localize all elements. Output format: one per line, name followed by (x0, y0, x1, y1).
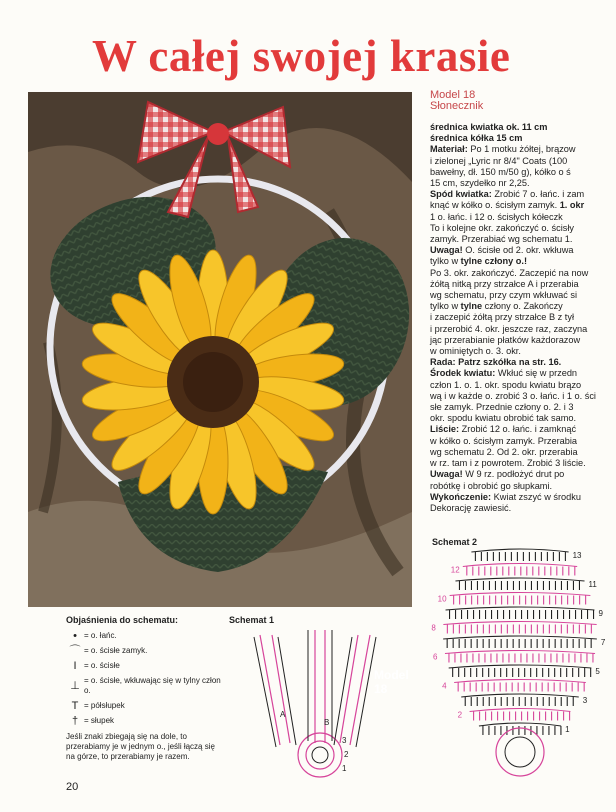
legend-symbol: T (71, 700, 79, 712)
legend-item (66, 676, 226, 696)
instruction-segment: i przerobić 4. okr. jeszcze raz, zaczyna (430, 323, 588, 334)
instruction-line (430, 178, 590, 189)
photo-label: Model 18 (374, 668, 409, 696)
instruction-segment: wg schematu 2. Od 2. okr. przerabia (430, 446, 578, 457)
instruction-segment: Rada: Patrz szkółka na str. 16. (430, 357, 562, 368)
scheme-2-row-line (470, 709, 571, 712)
instruction-segment: O. ścisłe od 2. okr. wkłuwa (465, 245, 574, 256)
instruction-line (430, 133, 590, 144)
legend-item (66, 646, 226, 656)
instruction-line (430, 402, 590, 413)
instruction-line (430, 346, 590, 357)
scheme-2-row-number: 8 (431, 623, 436, 633)
scheme-2-diagram (430, 540, 610, 790)
instruction-segment: słe zamyk. Przednie człony o. 2. i 3 (430, 402, 574, 413)
instruction-segment: jąc przerabianie płatków każdorazow (430, 334, 581, 345)
instruction-segment: robótkę i obrobić go słupkami. (430, 480, 553, 491)
instruction-line (430, 234, 590, 245)
legend-symbol: ⌒ (69, 645, 81, 657)
instruction-segment: Po 3. okr. zakończyć. Zaczepić na now (430, 267, 589, 278)
instruction-line (430, 469, 590, 480)
instruction-segment: Spód kwiatka: (430, 189, 495, 200)
legend-text: = półsłupek (84, 701, 125, 710)
instruction-line (430, 167, 590, 178)
model-number: Model 18 (430, 89, 476, 101)
instruction-line (430, 256, 590, 267)
instruction-segment: Wkłuć się w przedn (497, 368, 578, 379)
instruction-line (430, 324, 590, 335)
instruction-segment: Uwaga! (430, 245, 466, 256)
instruction-segment: człon 1. o. 1. okr. spodu kwiatu brązo (430, 379, 582, 390)
instruction-line (430, 212, 590, 223)
instruction-line (430, 312, 590, 323)
instruction-segment: tylko w (430, 301, 461, 312)
scheme-2-label: Schemat 2 (432, 537, 478, 547)
instruction-segment: średnica kwiatka ok. 11 cm (430, 122, 548, 132)
instruction-segment: w rz. tam i z powrotem. Zrobić 3 liście. (430, 458, 586, 469)
scheme-2-row-line (454, 680, 586, 683)
legend-symbol: † (71, 715, 79, 727)
scheme-2-row-number: 10 (437, 594, 447, 604)
instruction-line (430, 268, 590, 279)
legend-item (66, 701, 226, 711)
legend-heading: Objaśnienia do schematu: (66, 615, 179, 625)
scheme-2-row-number: 13 (572, 551, 582, 560)
legend-text: = o. łańc. (84, 631, 117, 640)
instruction-segment: Dekorację zawiesić. (430, 502, 512, 513)
instruction-segment: zamyk. Przerabiać wg schematu 1. (430, 234, 573, 245)
legend-item (66, 716, 226, 726)
instruction-line (430, 390, 596, 402)
instruction-segment: wą i w każde o. zrobić 3 o. łańc. i 1 o. ści (430, 390, 596, 401)
instruction-segment: tylne człony o.! (460, 256, 528, 267)
scheme-2-row-line (461, 694, 579, 697)
legend-note: Jeśli znaki zbiegają się na dole, to przerabiamy je w jednym o., jeśli łączą się na górze, to przerabiamy je razem. (66, 732, 215, 761)
instruction-segment: Zrobić 12 o. łańc. i zamknąć (461, 424, 577, 435)
legend-item (66, 661, 226, 671)
scheme-2-row-line (443, 622, 596, 625)
legend-symbol: I (73, 660, 77, 672)
instruction-line (430, 424, 590, 435)
instruction-segment: 1 o. łańc. i 12 o. ścisłych kółeczk (430, 211, 563, 222)
scheme-2-row-number: 5 (595, 667, 600, 676)
instruction-segment: człony o. Zakończy (482, 301, 563, 312)
instruction-segment: wg schematu, przy czym wkłuwać si (430, 290, 578, 301)
scheme-1-row-1: 1 (342, 764, 347, 773)
instruction-segment: Zrobić 7 o. łańc. i zam (494, 189, 585, 200)
instruction-line (430, 458, 590, 469)
instruction-segment: To i kolejne okr. zakończyć o. ścisły (430, 222, 574, 233)
instruction-line (430, 223, 590, 234)
scheme-1-label: Schemat 1 (229, 615, 275, 625)
instruction-line (430, 245, 590, 256)
scheme-2-row-number: 4 (442, 681, 447, 691)
instruction-line (430, 279, 590, 290)
instruction-segment: Kwiat zszyć w środku (493, 491, 581, 502)
instruction-line (430, 122, 590, 133)
model-name: Słonecznik (430, 100, 484, 112)
legend (66, 615, 226, 762)
scheme-2-row-line (445, 651, 595, 654)
instruction-line (430, 200, 590, 211)
legend-text: = słupek (84, 716, 115, 725)
scheme-2-row-number: 6 (432, 652, 438, 662)
scheme-2-row-line (479, 723, 561, 726)
instruction-segment: żółtą nitką przy strzałce A i przerabia (430, 278, 579, 289)
instruction-segment: Liście: (430, 424, 462, 435)
legend-symbol: ⊥ (70, 680, 80, 692)
scheme-1-row-3: 3 (342, 736, 347, 745)
scheme-2-row-number: 7 (600, 638, 606, 647)
scheme-1-mark-a: A (280, 710, 286, 719)
instruction-line (430, 436, 590, 447)
instruction-line (430, 380, 590, 391)
legend-text: = o. ścisłe, wkłuwając się w tylny człon o. (84, 676, 221, 695)
instruction-segment: w kółko o. ścisłym zamyk. Przerabia (430, 435, 578, 446)
legend-text: = o. ścisłe (84, 661, 120, 670)
sunflower-illustration (28, 92, 412, 607)
instruction-line (430, 503, 590, 514)
instruction-line (430, 189, 590, 200)
instruction-line (430, 156, 590, 167)
instruction-line (430, 481, 590, 492)
instruction-segment: bawełny, dł. 150 m/50 g), kółko o ś (430, 166, 571, 177)
model-header (430, 90, 483, 112)
instruction-segment: tylko w (430, 256, 461, 267)
scheme-2-row-number: 1 (565, 725, 570, 734)
scheme-2-row-line (471, 549, 568, 552)
instruction-line (430, 301, 590, 312)
instruction-line (430, 335, 590, 346)
instruction-line (430, 357, 590, 368)
scheme-1-row-2: 2 (344, 750, 349, 759)
instructions-text (430, 122, 596, 514)
instruction-segment: Wykończenie: (430, 491, 494, 502)
instruction-segment: knąć w kółko o. ścisłym zamyk. (430, 200, 560, 211)
instruction-segment: i zielonej „Lyric nr 8/4" Coats (100 (430, 155, 568, 166)
scheme-2-row-number: 3 (582, 696, 588, 705)
instruction-segment: okr. spodu kwiatu obrobić tak samo. (430, 413, 577, 424)
scheme-1-diagram (220, 625, 400, 785)
scheme-2-row-number: 12 (450, 565, 460, 575)
legend-item (66, 631, 226, 641)
scheme-2-row-number: 9 (598, 609, 603, 618)
scheme-2-row-line (449, 665, 592, 668)
instruction-segment: i zaczepić żółtą przy strzałce B z tył (430, 312, 574, 323)
scheme-2-row-line (446, 607, 595, 610)
instruction-line (430, 447, 590, 458)
instruction-line (430, 492, 590, 503)
instruction-segment: W 9 rz. podłożyć drut po (465, 469, 565, 480)
instruction-segment: 1. okr (559, 200, 585, 211)
scheme-2-row-line (463, 564, 577, 567)
instruction-segment: średnica kółka 15 cm (430, 133, 523, 144)
scheme-2-row-line (455, 578, 584, 581)
instruction-segment: Po 1 motku żółtej, brązow (470, 144, 576, 155)
page-number: 20 (66, 781, 79, 793)
instruction-line (430, 413, 590, 424)
scheme-2-row-number: 11 (588, 580, 597, 589)
instruction-segment: 15 cm, szydełko nr 2,25. (430, 178, 530, 189)
instruction-line (430, 368, 590, 379)
instruction-segment: Środek kwiatu: (430, 368, 498, 379)
scheme-2-row-line (450, 593, 591, 596)
instruction-line (430, 144, 590, 155)
instruction-segment: Materiał: (430, 144, 471, 155)
page-title: W całej swojej krasie (92, 31, 511, 81)
instruction-line (430, 290, 590, 301)
scheme-2-row-number: 2 (457, 710, 463, 720)
legend-text: = o. ścisłe zamyk. (84, 646, 148, 655)
instruction-segment: Uwaga! (430, 469, 466, 480)
scheme-2-row-line (443, 636, 597, 639)
scheme-1-mark-b: B (324, 718, 330, 727)
legend-symbol: • (73, 630, 77, 642)
instruction-segment: tylne (460, 301, 483, 312)
instruction-segment: w ominiętych o. 3. okr. (430, 346, 521, 357)
